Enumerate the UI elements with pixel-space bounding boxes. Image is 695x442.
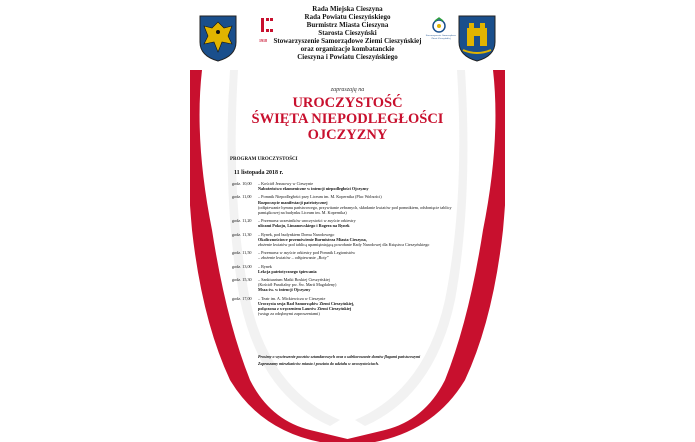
partner-caption: Stowarzyszenie Samorządowe Ziemi Cieszyńskiej [425, 34, 457, 40]
program-item [232, 250, 472, 260]
organizer-line: Starosta Cieszyński [318, 29, 377, 37]
program-highlight: Uroczysta sesja Rad Samorządów Ziemi Cieszyńskiej, [258, 300, 355, 306]
program-extra: złożenie kwiatów pod tablicą upamiętniającą powołanie Rady Narodowej dla Księstwa Cieszyńskiego [258, 242, 430, 248]
program-highlight: połączona z wręczeniem Laurów Ziemi Cieszyńskiej [258, 306, 352, 312]
program-description [258, 232, 472, 248]
poster [190, 0, 505, 442]
program-description [258, 181, 472, 191]
program-item [232, 181, 472, 191]
organizer-line: Burmistrz Miasta Cieszyna [306, 21, 389, 29]
program-highlight: ulicami Pokoju, Limanowskiego i Rogera na Rynek [258, 223, 350, 229]
program-time: godz. 11,20 [232, 218, 252, 224]
program-highlight: Rozpoczęcie manifestacji patriotycznej [258, 199, 328, 205]
program-description [258, 277, 472, 293]
program-line: – Rynek, pod budynkiem Domu Narodowego [258, 231, 335, 237]
program-item [232, 218, 472, 228]
program-line: – Pomnik Niepodległości przy Liceum im. M. Kopernika (Plac Wolności) [258, 194, 382, 200]
program-line: – Przemarsz w asyście orkiestry pod Pomnik Legionistów [258, 250, 356, 256]
organizer-line: Stowarzyszenie Samorządowe Ziemi Cieszyńskiej [273, 37, 422, 45]
title-line: UROCZYSTOŚĆ [292, 95, 403, 111]
program-highlight: Nabożeństwo ekumeniczne w intencji niepodległości Ojczyzny [258, 186, 369, 192]
program-time: godz. 10,00 [232, 181, 252, 186]
title-line: ŚWIĘTA NIEPODLEGŁOŚCI [251, 111, 444, 127]
anniversary-caption: 1918 [259, 38, 267, 43]
organizer-line: Rada Miejska Cieszyna [312, 5, 383, 13]
program-item [232, 232, 472, 248]
program-description [258, 194, 472, 215]
organizer-line: oraz organizacje kombatanckie [300, 45, 395, 53]
program-item [232, 296, 472, 317]
program-item [232, 277, 472, 293]
program-time: godz. 15,30 [232, 277, 252, 283]
event-title [190, 95, 505, 143]
title-line: OJCZYZNY [307, 127, 388, 143]
note-flags: Prosimy o wywieszenie pocztów sztandarowych oraz o udekorowanie domów flagami państwowymi [258, 354, 421, 359]
program-time: godz. 11,50 [232, 250, 252, 256]
program-description [258, 296, 472, 317]
program-time: godz. 11,30 [232, 231, 252, 237]
program-time: godz. 11,00 [232, 194, 252, 200]
program-line: – Sanktuarium Matki Boskiej Cieszyńskiej [258, 277, 330, 283]
program-date: 11 listopada 2018 r. [234, 170, 284, 176]
program-highlight: Msza św. w intencji Ojczyzny [258, 287, 311, 293]
program-extra: (odśpiewanie hymnu państwowego, przywitanie zebranych, składanie kwiatów pod pomnikiem, odsłonięcie tablicy pamiątkowej na budynku Liceum im. M. Kopernika) [258, 204, 452, 216]
program-line: – złożenie kwiatów – odśpiewanie „Roty” [258, 255, 329, 261]
program-line: – Rynek [258, 263, 272, 269]
program-extra: (wstęp za odrębnymi zaproszeniami) [258, 311, 320, 317]
program-line: – Przemarsz uczestników uroczystości w asyście orkiestry [258, 218, 356, 224]
program-line: (Kościół Parafialny pw. Św. Marii Magdaleny) [258, 282, 337, 288]
program-description [258, 250, 472, 260]
program-highlight: Okolicznościowe przemówienie Burmistrza Miasta Cieszyna, [258, 236, 367, 242]
note-invitation: Zapraszamy mieszkańców miasta i powiatu do udziału w uroczystościach. [258, 361, 379, 366]
program-line: – Teatr im. A. Mickiewicza w Cieszynie [258, 295, 326, 301]
program-time: godz. 17,00 [232, 295, 252, 301]
program-time: godz. 13,00 [232, 263, 252, 269]
program-highlight: Lekcja patriotycznego śpiewania [258, 268, 317, 274]
program-description [258, 264, 472, 274]
invite-text: zapraszają na [330, 87, 365, 93]
program-heading: PROGRAM UROCZYSTOŚCI [230, 157, 298, 162]
program-item [232, 264, 472, 274]
program-list [232, 181, 472, 319]
organizers-block [190, 5, 505, 61]
program-item [232, 194, 472, 215]
program-line: – Kościół Jezusowy w Cieszynie [258, 181, 314, 186]
notes-block [258, 354, 458, 368]
organizer-line: Cieszyna i Powiatu Cieszyńskiego [297, 53, 398, 61]
program-description [258, 218, 472, 228]
organizer-line: Rada Powiatu Cieszyńskiego [304, 13, 391, 21]
